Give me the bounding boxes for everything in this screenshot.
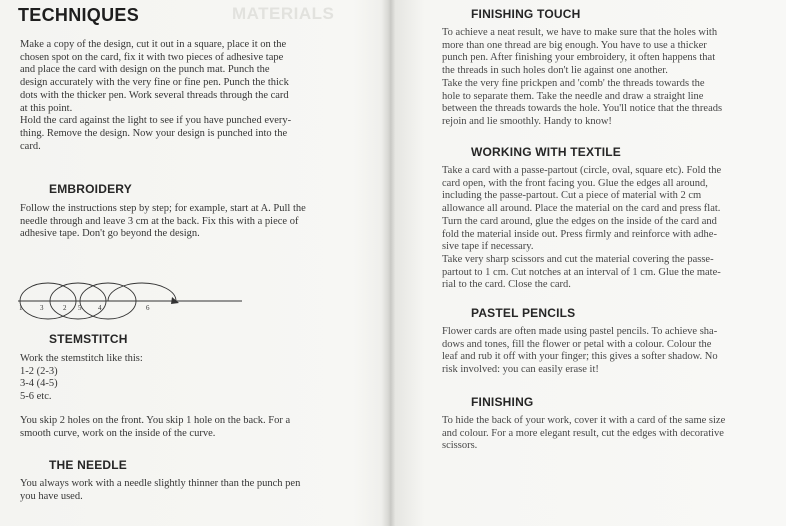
show-through-title: MATERIALS <box>232 4 335 23</box>
text-line: thing. Remove the design. Now your design is punched into the <box>20 127 288 139</box>
diagram-label: 2 <box>63 304 67 312</box>
text-line: Make a copy of the design, cut it out in a square, place it on the <box>20 39 287 50</box>
text-line: scissors. <box>442 440 478 452</box>
text-line: partout to 1 cm. Cut notches at an interval of 1 cm. Glue the mate- <box>442 266 721 278</box>
text-line: Follow the instructions step by step; for example, start at A. Pull the <box>20 203 306 214</box>
diagram-label: 4 <box>98 304 102 312</box>
text-line: at this point. <box>20 102 73 114</box>
text-line: card. <box>20 140 41 152</box>
diagram-label: 6 <box>146 304 150 312</box>
text-line: dows and tones, fill the flower or petal with a colour. Colour the <box>442 338 712 350</box>
text-line: between the threads towards the hole. You'll notice that the threads <box>442 103 723 115</box>
pastel-text <box>442 326 772 377</box>
text-line: card open, with the front facing you. Glue the edges all around, <box>442 177 708 189</box>
section-heading-stemstitch: STEMSTITCH <box>49 332 128 346</box>
stemstitch-diagram <box>16 272 246 322</box>
right-page <box>394 0 786 526</box>
text-line: and place the card with design on the punch mat. Punch the <box>20 64 270 76</box>
text-line: sive tape if necessary. <box>442 241 534 253</box>
text-line: Take very sharp scissors and cut the material covering the passe- <box>442 253 714 265</box>
text-line: Take a card with a passe-partout (circle, oval, square etc). Fold the <box>442 165 722 176</box>
finishing-touch-text <box>442 27 772 129</box>
text-line: leaf and rub it off with your finger; this gives a softer shadow. No <box>442 351 718 363</box>
page-title: TECHNIQUES <box>18 5 140 25</box>
text-line: adhesive tape. Don't go beyond the design. <box>20 228 200 240</box>
stemstitch-diagram-svg <box>16 272 246 322</box>
text-line: hole to separate them. Take the needle and draw a straight line <box>442 90 704 102</box>
text-line: you have used. <box>20 490 83 502</box>
arrow-icon <box>171 297 179 304</box>
section-heading-textile: WORKING WITH TEXTILE <box>471 145 621 159</box>
text-line: risk involved: you can easily erase it! <box>442 364 599 376</box>
text-line: You always work with a needle slightly thinner than the punch pen <box>20 478 301 489</box>
text-line: Take the very fine prickpen and 'comb' the threads towards the <box>442 77 705 89</box>
text-line: design accurately with the very fine or fine pen. Punch the thick <box>20 77 289 89</box>
text-line: needle through and leave 3 cm at the back. Fix this with a piece of <box>20 215 299 227</box>
stitch-arc <box>108 283 176 301</box>
section-heading-pastel-pencils: PASTEL PENCILS <box>471 306 576 320</box>
embroidery-text <box>20 203 360 241</box>
text-line: fold the material inside out. Press firmly and reinforce with adhe- <box>442 228 717 240</box>
intro-text <box>20 39 360 153</box>
stemstitch-text-2 <box>20 415 360 440</box>
text-line: punch pen. After finishing your embroidery, it often happens that <box>442 52 716 64</box>
section-heading-embroidery: EMBROIDERY <box>49 182 132 196</box>
finishing-text <box>442 415 772 453</box>
left-page <box>0 0 385 526</box>
text-line: dots with the thicker pen. Work several threads through the card <box>20 89 289 101</box>
section-heading-finishing-touch: FINISHING TOUCH <box>471 7 581 21</box>
text-line: rial to the card. Close the card. <box>442 279 571 291</box>
text-line: Hold the card against the light to see if you have punched every- <box>20 115 292 127</box>
needle-text <box>20 478 360 503</box>
section-heading-needle: THE NEEDLE <box>49 458 128 472</box>
text-line: 1-2 (2-3) <box>20 365 58 377</box>
section-heading-finishing: FINISHING <box>471 395 534 409</box>
text-line: Work the stemstitch like this: <box>20 353 143 364</box>
text-line: You skip 2 holes on the front. You skip 1 hole on the back. For a <box>20 415 291 426</box>
text-line: Turn the card around, glue the edges on the inside of the card and <box>442 215 717 227</box>
text-line: To achieve a neat result, we have to make sure that the holes with <box>442 27 718 38</box>
diagram-label: 1 <box>19 304 23 312</box>
diagram-label: 3 <box>40 304 44 312</box>
text-line: rejoin and lie smoothly. Handy to know! <box>442 115 612 127</box>
text-line: the threads in such holes don't lie against one another. <box>442 65 668 77</box>
text-line: and colour. For a more elegant result, cut the edges with decorative <box>442 427 724 439</box>
textile-text <box>442 165 772 292</box>
text-line: 3-4 (4-5) <box>20 378 58 390</box>
text-line: more than one thread are big enough. You have to use a thicker <box>442 39 707 51</box>
text-line: smooth curve, work on the inside of the curve. <box>20 427 216 439</box>
text-line: 5-6 etc. <box>20 391 52 403</box>
text-line: including the passe-partout. Cut a piece of material with 2 cm <box>442 190 702 202</box>
diagram-label: 5 <box>78 304 82 312</box>
text-line: allowance all around. Place the material on the card and press flat. <box>442 203 721 215</box>
text-line: chosen spot on the card, fix it with two pieces of adhesive tape <box>20 51 284 63</box>
text-line: Flower cards are often made using pastel pencils. To achieve sha- <box>442 326 718 337</box>
stemstitch-text <box>20 353 360 404</box>
text-line: To hide the back of your work, cover it with a card of the same size <box>442 415 726 426</box>
